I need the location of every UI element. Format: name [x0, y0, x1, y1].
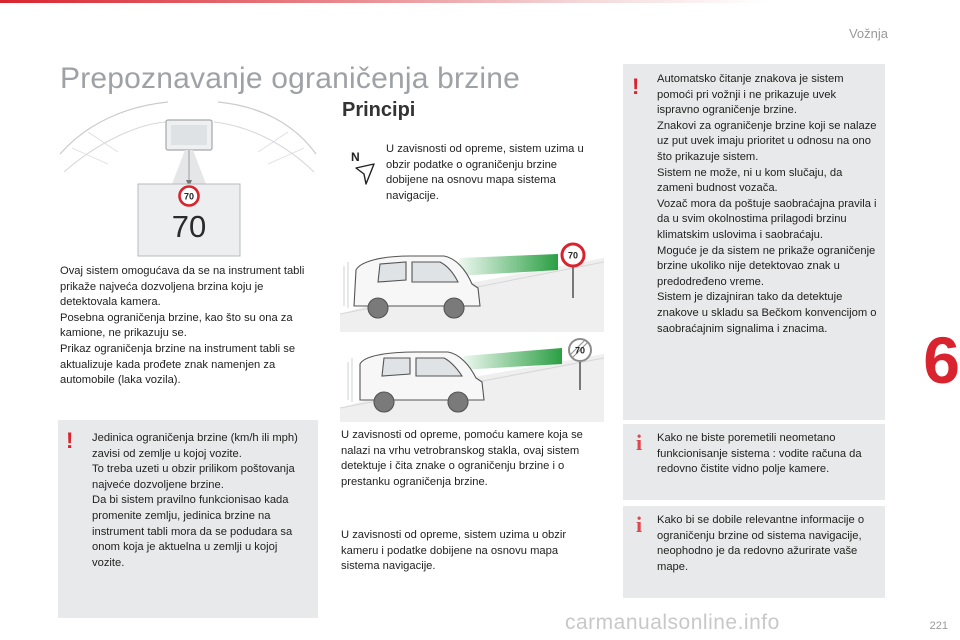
intro-paragraph: Ovaj sistem omogućava da se na instrument tabli prikaže najveća dozvoljena brzina koju je detektovala kamera. Posebna ograničenja brzine, kao što su ona za kamione, ne prikazuju se. Prikaz ograničenja brzine na instrument tabli se aktualizuje kada prođete znak namenjen za automobile (laka vozila). [60, 265, 305, 387]
page-title: Prepoznavanje ograničenja brzine [60, 62, 521, 95]
unit-warning-box [58, 420, 318, 618]
camera-paragraph: U zavisnosti od opreme, pomoću kamere koja se nalazi na vrhu vetrobranskog stakla, ovaj sistem detektuje i čita znake o ograničenju brzine i o prestanku ograničenja brzine. [341, 429, 583, 488]
map-update-info-text: Kako bi se dobile relevantne informacije o ograničenju brzine od sistema navigacije, neophodno je da redovno ažurirate vaše mape. [657, 514, 865, 573]
van-sign-detection-illustration-2 [340, 334, 604, 422]
camera-cleaning-info-box [623, 424, 885, 500]
warning-icon: ! [66, 428, 74, 453]
section-title: Vožnja [848, 26, 888, 41]
van-sign-1-value: 70 [567, 250, 579, 261]
warning-icon: ! [632, 74, 640, 99]
unit-warning-text: Jedinica ograničenja brzine (km/h ili mph) zavisi od zemlje u kojoj vozite. To treba uzeti u obzir prilikom poštovanja najveće dozvoljene brzine. Da bi sistem pravilno funkcionisao kada promenite zemlju, jedinica brzine na instrument tabli mora da se podudara sa onom koja je aktuelna u zemlji u kojoj vozite. [92, 432, 298, 569]
camera-cleaning-info-text: Kako ne biste poremetili neometano funkcionisanje sistema : vodite računa da redovno čistite vidno polje kamere. [657, 432, 862, 476]
section-subtitle: Principi [342, 99, 416, 121]
navigation-north-arrow-icon [350, 150, 378, 186]
top-accent-bar [0, 0, 960, 3]
watermark: carmanualsonline.info [565, 611, 780, 634]
navigation-note-text: U zavisnosti od opreme, sistem uzima u obzir podatke o ograničenju brzine dobijene na osnovu mapa sistema navigacije. [386, 143, 584, 202]
van-sign-detection-illustration-1 [340, 236, 604, 332]
info-icon: i [636, 430, 643, 455]
camera-navigation-paragraph: U zavisnosti od opreme, sistem uzima u obzir kameru i podatke dobijene na osnovu mapa sistema navigacije. [341, 529, 567, 573]
instrument-cluster-illustration [58, 92, 320, 260]
map-update-info-box [623, 506, 885, 598]
chapter-tab: 6 [923, 323, 960, 397]
cluster-display-value: 70 [171, 209, 207, 244]
van-sign-2-value: 70 [574, 345, 586, 356]
system-limits-warning-box [623, 64, 885, 420]
info-icon: i [636, 512, 643, 537]
page-number: 221 [929, 620, 948, 632]
cluster-sign-value: 70 [183, 191, 195, 202]
system-limits-warning-text: Automatsko čitanje znakova je sistem pomoći pri vožnji i ne prikazuje uvek ispravno ograničenje brzine. Znakovi za ograničenje brzine koji se nalaze uz put uvek imaju prioritet u odnosu na ono što prikazuje sistem. Sistem ne može, ni u kom slučaju, da zameni budnost vozača. Vozač mora da poštuje saobraćajna pravila i da u svim okolnostima prilagodi brzinu klimatskim uslovima i saobraćaju. Moguće je da sistem ne prikaže ograničenje brzine ukoliko nije detektovao znak u predodređeno vreme. Sistem je dizajniran tako da detektuje znakove u skladu sa Bečkom konvencijom o saobraćajnim signalima i znacima. [657, 73, 877, 335]
svg-text:N: N [351, 150, 360, 164]
